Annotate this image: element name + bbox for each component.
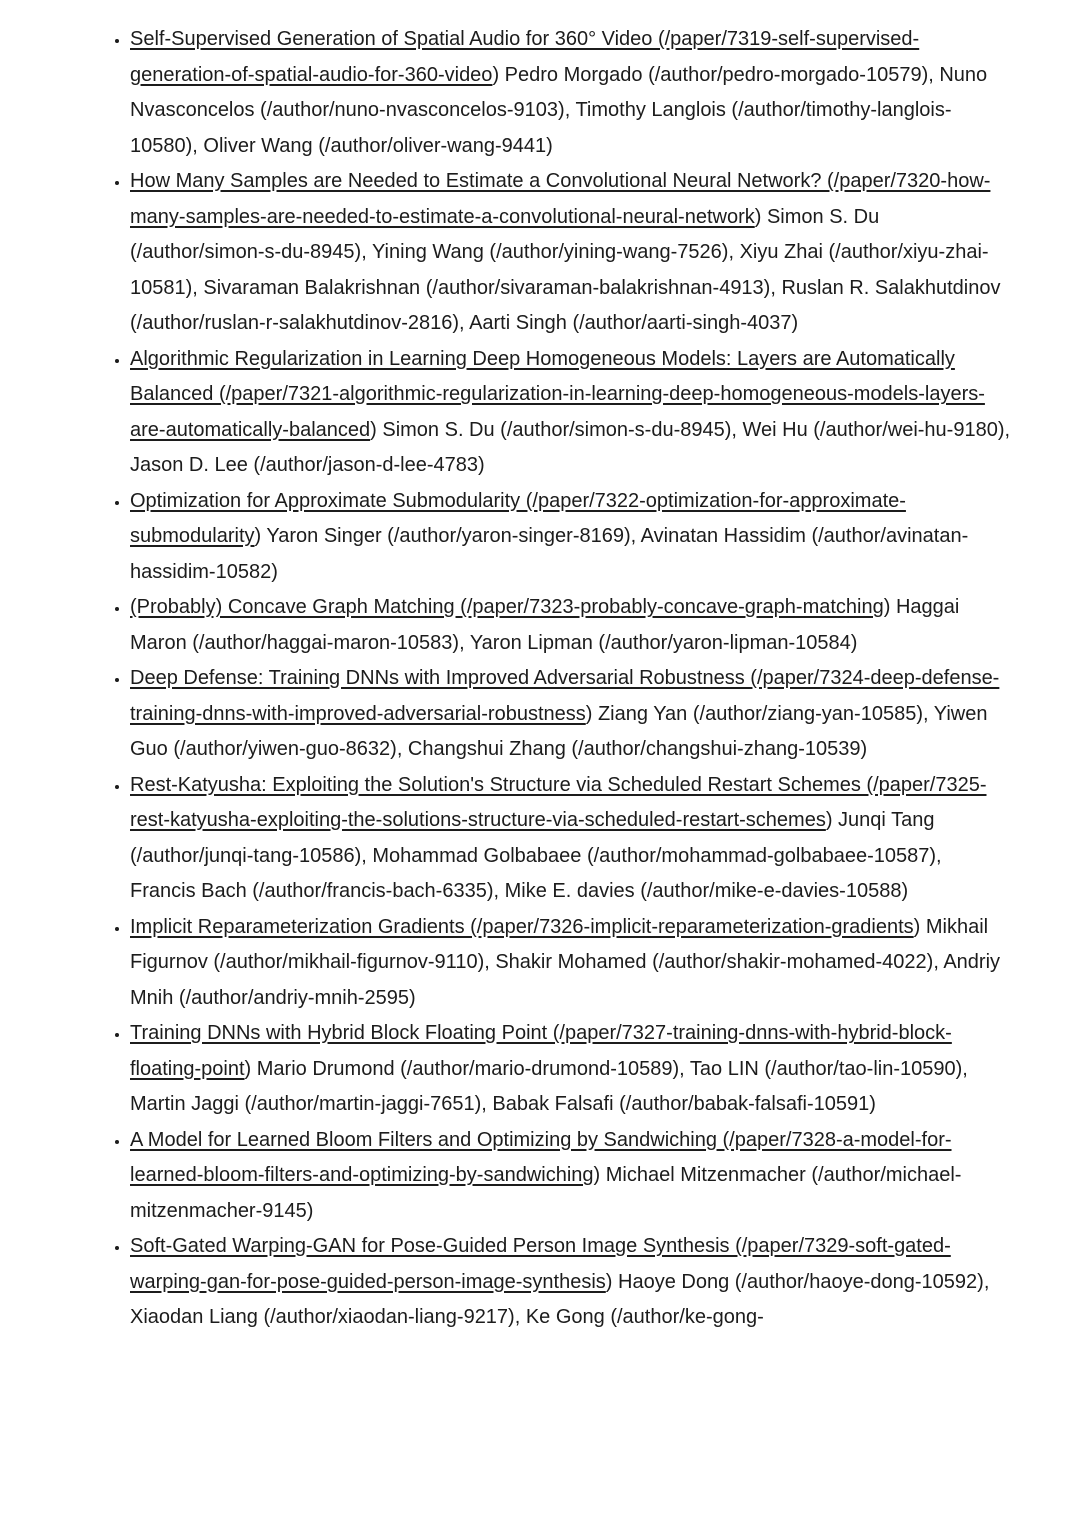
paper-link[interactable]: A Model for Learned Bloom Filters and Optimizing by Sandwiching (/paper/7328-a-model-for-learned-bloom-filters-and-optimizing-by-sandwiching — [130, 1128, 952, 1186]
paper-link[interactable]: Soft-Gated Warping-GAN for Pose-Guided Person Image Synthesis (/paper/7329-soft-gated-warping-gan-for-pose-guided-person-image-synthesis — [130, 1235, 951, 1293]
paper-authors-text: ) Mario Drumond (/author/mario-drumond-10589), Tao LIN (/author/tao-lin-10590), Martin Jaggi (/author/martin-jaggi-7651), Babak Falsafi (/author/babak-falsafi-10591) — [130, 1057, 968, 1115]
paper-link[interactable]: Self-Supervised Generation of Spatial Audio for 360° Video (/paper/7319-self-supervised-generation-of-spatial-audio-for-360-video — [130, 28, 920, 86]
paper-list-item — [130, 910, 1012, 1017]
paper-link[interactable]: Deep Defense: Training DNNs with Improved Adversarial Robustness (/paper/7324-deep-defense-training-dnns-with-improved-adversarial-robustness — [130, 667, 1000, 725]
paper-authors-text: ) Mikhail Figurnov (/author/mikhail-figurnov-9110), Shakir Mohamed (/author/shakir-mohamed-4022), Andriy Mnih (/author/andriy-mnih-2595) — [130, 915, 1001, 1009]
paper-authors-text: ) Haggai Maron (/author/haggai-maron-10583), Yaron Lipman (/author/yaron-lipman-10584) — [130, 596, 960, 654]
paper-authors-text: ) Yaron Singer (/author/yaron-singer-8169), Avinatan Hassidim (/author/avinatan-hassidim-10582) — [130, 525, 969, 583]
paper-authors-text: ) Junqi Tang (/author/junqi-tang-10586), Mohammad Golbabaee (/author/mohammad-golbabaee-10587), Francis Bach (/author/francis-bach-6335), Mike E. davies (/author/mike-e-davies-10588) — [130, 809, 942, 902]
paper-list-item — [130, 590, 1012, 661]
paper-authors-text: ) Michael Mitzenmacher (/author/michael-mitzenmacher-9145) — [130, 1164, 962, 1222]
paper-link[interactable]: Algorithmic Regularization in Learning Deep Homogeneous Models: Layers are Automatically Balanced (/paper/7321-algorithmic-regularization-in-learning-deep-homogeneous-models-layers-are-automatically-balanced — [130, 347, 985, 441]
paper-authors-text: ) Haoye Dong (/author/haoye-dong-10592), Xiaodan Liang (/author/xiaodan-liang-9217), Ke Gong (/author/ke-gong- — [130, 1270, 990, 1328]
paper-list-item — [130, 484, 1012, 591]
paper-list-item — [130, 1123, 1012, 1230]
paper-list-item — [130, 1229, 1012, 1336]
paper-authors-text: ) Pedro Morgado (/author/pedro-morgado-10579), Nuno Nvasconcelos (/author/nuno-nvasconcelos-9103), Timothy Langlois (/author/timothy-langlois-10580), Oliver Wang (/author/oliver-wang-9441) — [130, 63, 988, 157]
paper-link[interactable]: How Many Samples are Needed to Estimate a Convolutional Neural Network? (/paper/7320-how-many-samples-are-needed-to-estimate-a-convolutional-neural-network — [130, 170, 991, 228]
paper-list-item — [130, 661, 1012, 768]
paper-authors-text: ) Simon S. Du (/author/simon-s-du-8945), Wei Hu (/author/wei-hu-9180), Jason D. Lee (/author/jason-d-lee-4783) — [130, 418, 1011, 476]
paper-link[interactable]: Optimization for Approximate Submodularity (/paper/7322-optimization-for-approximate-submodularity — [130, 489, 906, 547]
paper-list-item — [130, 342, 1012, 484]
paper-list-item — [130, 164, 1012, 342]
paper-link[interactable]: Rest-Katyusha: Exploiting the Solution's Structure via Scheduled Restart Schemes (/paper/7325-rest-katyusha-exploiting-the-solutions-structure-via-scheduled-restart-schemes — [130, 773, 987, 831]
paper-link[interactable]: Training DNNs with Hybrid Block Floating Point (/paper/7327-training-dnns-with-hybrid-block-floating-point — [130, 1022, 952, 1080]
paper-authors-text: ) Simon S. Du (/author/simon-s-du-8945), Yining Wang (/author/yining-wang-7526), Xiyu Zhai (/author/xiyu-zhai-10581), Sivaraman Balakrishnan (/author/sivaraman-balakrishnan-4913), Ruslan R. Salakhutdinov (/author/ruslan-r-salakhutdinov-2816), Aarti Singh (/author/aarti-singh-4037) — [130, 205, 1001, 334]
paper-list-item — [130, 768, 1012, 910]
paper-link[interactable]: (Probably) Concave Graph Matching (/paper/7323-probably-concave-graph-matching — [130, 596, 884, 618]
paper-list-item — [130, 22, 1012, 164]
paper-list-item — [130, 1016, 1012, 1123]
paper-link[interactable]: Implicit Reparameterization Gradients (/paper/7326-implicit-reparameterization-gradients — [130, 915, 914, 938]
paper-authors-text: ) Ziang Yan (/author/ziang-yan-10585), Yiwen Guo (/author/yiwen-guo-8632), Changshui Zhang (/author/changshui-zhang-10539) — [130, 702, 988, 760]
